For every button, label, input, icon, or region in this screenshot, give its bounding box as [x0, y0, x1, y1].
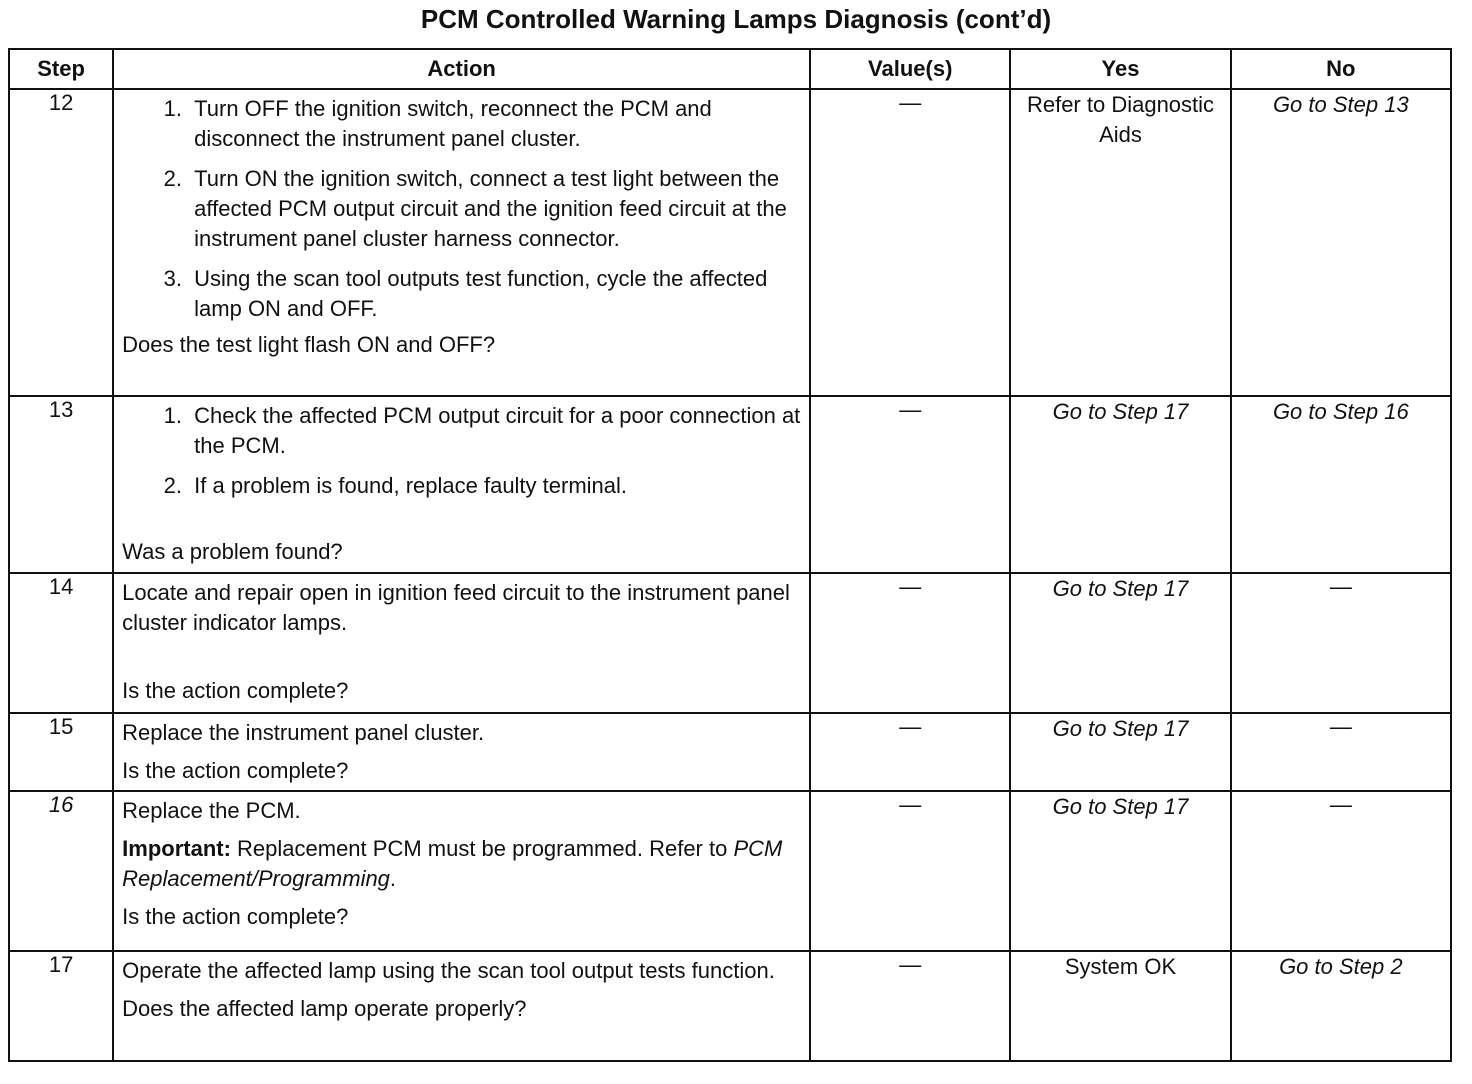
- important-end: .: [389, 866, 397, 891]
- page-title: PCM Controlled Warning Lamps Diagnosis (cont’d): [420, 4, 1052, 34]
- action-step: 2. Turn ON the ignition switch, connect a test light between the affected PCM output circuit and the ignition feed circuit at the instrument panel cluster harness connector.: [188, 164, 805, 254]
- action-text: Locate and repair open in ignition feed circuit to the instrument panel cluster indicator lamps.: [122, 580, 790, 635]
- action-cell: [113, 396, 810, 573]
- yes-cell: Go to Step 17: [1010, 396, 1230, 573]
- header-row: [9, 49, 1451, 89]
- action-question: Does the test light flash ON and OFF?: [122, 332, 496, 357]
- step-number: 14: [9, 573, 113, 713]
- action-cell: [113, 573, 810, 713]
- action-steps: [122, 94, 805, 324]
- yes-cell: System OK: [1010, 951, 1230, 1061]
- action-cell: [113, 89, 810, 396]
- table-row: [9, 713, 1451, 791]
- value-cell: —: [810, 89, 1010, 396]
- action-text: Replace the instrument panel cluster.: [122, 720, 485, 745]
- table-row: [9, 951, 1451, 1061]
- action-step: 3. Using the scan tool outputs test function, cycle the affected lamp ON and OFF.: [188, 264, 805, 324]
- no-cell: Go to Step 2: [1231, 951, 1451, 1061]
- action-question: Is the action complete?: [122, 758, 349, 783]
- diagnosis-table: [8, 48, 1452, 1062]
- header-no: No: [1231, 49, 1451, 89]
- action-question: Is the action complete?: [122, 678, 349, 703]
- table-row: [9, 396, 1451, 573]
- action-text: Replace the PCM.: [122, 798, 301, 823]
- no-cell: Go to Step 13: [1231, 89, 1451, 396]
- table-row: [9, 89, 1451, 396]
- step-number: 17: [9, 951, 113, 1061]
- important-label: Important:: [122, 836, 231, 861]
- action-question: Is the action complete?: [122, 904, 349, 929]
- important-text: Replacement PCM must be programmed. Refer to: [237, 836, 728, 861]
- yes-cell: Go to Step 17: [1010, 791, 1230, 951]
- step-number: 15: [9, 713, 113, 791]
- yes-cell: Refer to Diagnostic Aids: [1010, 89, 1230, 396]
- header-action: Action: [113, 49, 810, 89]
- table-row: [9, 791, 1451, 951]
- value-cell: —: [810, 951, 1010, 1061]
- header-step: Step: [9, 49, 113, 89]
- action-step: 1. Turn OFF the ignition switch, reconnect the PCM and disconnect the instrument panel cluster.: [188, 94, 805, 154]
- header-yes: Yes: [1010, 49, 1230, 89]
- value-cell: —: [810, 573, 1010, 713]
- step-number: 16: [9, 791, 113, 951]
- yes-cell: Go to Step 17: [1010, 713, 1230, 791]
- step-number: 12: [9, 89, 113, 396]
- step-number: 13: [9, 396, 113, 573]
- action-step: 2. If a problem is found, replace faulty terminal.: [188, 471, 805, 501]
- value-cell: —: [810, 791, 1010, 951]
- action-cell: [113, 951, 810, 1061]
- important-note: [122, 834, 805, 894]
- value-cell: —: [810, 713, 1010, 791]
- no-cell: —: [1231, 791, 1451, 951]
- action-steps: [122, 401, 805, 501]
- action-step: 1. Check the affected PCM output circuit for a poor connection at the PCM.: [188, 401, 805, 461]
- important-reference: PCM Replacement/Programming: [122, 836, 783, 891]
- action-text: Operate the affected lamp using the scan tool output tests function.: [122, 958, 775, 983]
- action-cell: [113, 791, 810, 951]
- action-cell: [113, 713, 810, 791]
- no-cell: —: [1231, 573, 1451, 713]
- value-cell: —: [810, 396, 1010, 573]
- table-row: [9, 573, 1451, 713]
- action-question: Does the affected lamp operate properly?: [122, 996, 527, 1021]
- header-values: Value(s): [810, 49, 1010, 89]
- no-cell: Go to Step 16: [1231, 396, 1451, 573]
- no-cell: —: [1231, 713, 1451, 791]
- yes-cell: Go to Step 17: [1010, 573, 1230, 713]
- action-question: Was a problem found?: [122, 539, 343, 564]
